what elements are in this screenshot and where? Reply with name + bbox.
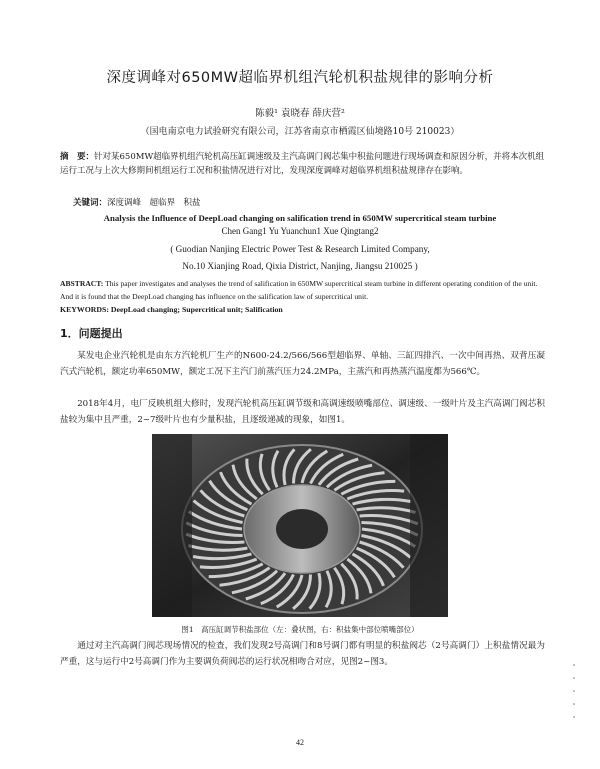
section-heading: 1．问题提出 bbox=[60, 327, 123, 340]
english-abstract-label: ABSTRACT: bbox=[60, 279, 104, 288]
abstract-cn-text: 针对某650MW超临界机组汽轮机高压缸调速级及主汽高调门阀芯集中积盐问题进行现场调查和原因分析，并将本次机组运行工况与上次大修期间机组运行工况和积盐情况进行对比，发现深度调峰对超临界机组积盐规律存在影响。 bbox=[60, 152, 545, 176]
keywords-cn-label: 关键词： bbox=[73, 198, 108, 208]
body-paragraph: 通过对主汽高调门阀芯现场情况的检查，我们发现2号高调门和8号调门都有明显的积盐阀芯（2号高调门）上积盐情况最为严重，这与运行中2号高调门作为主要调负荷阀芯的运行状况相吻合对应，见图2~图3。 bbox=[60, 641, 545, 667]
english-affiliation-1: ( Guodian Nanjing Electric Power Test & Research Limited Company, bbox=[170, 244, 430, 254]
english-authors: Chen Gang1 Yu Yuanchun1 Xue Qingtang2 bbox=[221, 226, 379, 236]
body-paragraph: 2018年4月，电厂反映机组大修时，发现汽轮机高压缸调节级和高调速级喷嘴部位、调速级、一级叶片及主汽高调门阀芯积盐较为集中且严重，2~7级叶片也有少量积盐，且逐级递减的现象，如图1。 bbox=[60, 399, 545, 425]
affiliation-line: （国电南京电力试验研究有限公司，江苏省南京市栖霞区仙境路10号 210023） bbox=[140, 127, 460, 137]
english-affiliation-2: No.10 Xianjing Road, Qixia District, Nanjing, Jiangsu 210025 ) bbox=[182, 261, 418, 271]
body-paragraph: 某发电企业汽轮机是由东方汽轮机厂生产的N600-24.2/566/566型超临界、单轴、三缸四排汽、一次中间再热、双背压凝汽式汽轮机，额定功率650MW，额定工况下主汽门前蒸汽压力24.2MPa，主蒸汽和再热蒸汽温度都为566℃。 bbox=[60, 351, 545, 377]
english-abstract-text: This paper investigates and analyses the trend of salification in 650MW supercritical steam turbine in different operating condition of the unit. And it is found that the DeepLoad changing has influence on the salification law of supercritical unit. bbox=[60, 279, 538, 301]
abstract-cn bbox=[60, 150, 545, 178]
paper-title: 深度调峰对650MW超临界机组汽轮机积盐规律的影响分析 bbox=[106, 70, 494, 86]
turbine-rotor-photo bbox=[152, 434, 448, 617]
english-keywords: KEYWORDS: DeepLoad changing; Supercritical unit; Salification bbox=[60, 305, 283, 314]
margin-marks bbox=[572, 660, 576, 730]
figure-caption: 图1 高压缸调节积盐部位（左：叠状图，右：积盐集中部位喷嘴部位） bbox=[181, 625, 419, 634]
abstract-cn-label: 摘 要： bbox=[60, 152, 95, 162]
keywords-cn bbox=[73, 196, 201, 208]
page-number: 42 bbox=[296, 738, 304, 747]
author-line: 陈毅¹ 袁晓春 薛庆营² bbox=[255, 108, 345, 119]
english-abstract bbox=[60, 277, 542, 303]
keywords-cn-text: 深度调峰 超临界 积盐 bbox=[107, 198, 201, 208]
english-title: Analysis the Influence of DeepLoad changing on salification trend in 650MW supercritical steam turbine bbox=[103, 213, 497, 223]
